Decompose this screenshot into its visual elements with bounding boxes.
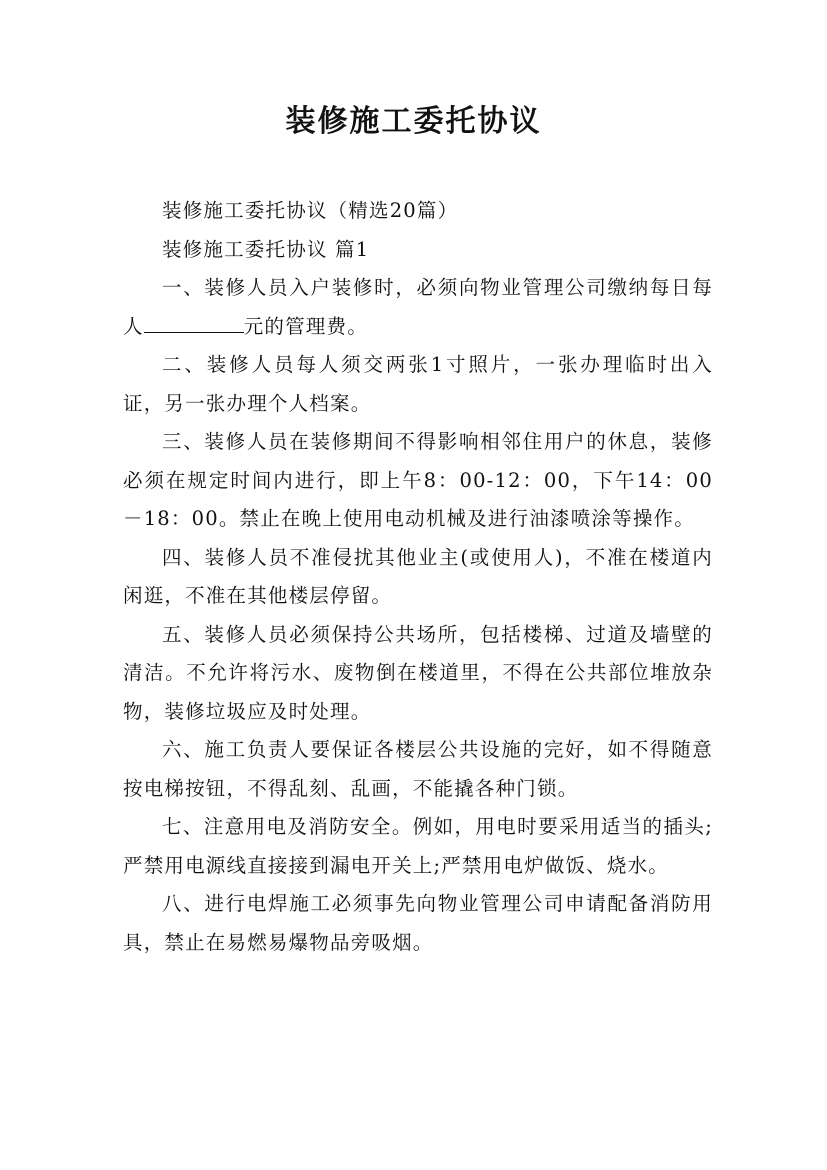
clause-1: [123, 269, 713, 346]
clause-1-text-end: 元的管理费。: [243, 314, 368, 338]
clause-3: 三、装修人员在装修期间不得影响相邻住用户的休息，装修必须在规定时间内进行，即上午8：00-12：00，下午14：00－18：00。禁止在晚上使用电动机械及进行油漆喷涂等操作。: [123, 430, 713, 530]
clause-6: 六、施工负责人要保证各楼层公共设施的完好，如不得随意按电梯按钮，不得乱刻、乱画，不能撬各种门锁。: [123, 738, 713, 800]
clause-7: 七、注意用电及消防安全。例如，用电时要采用适当的插头;严禁用电源线直接接到漏电开关上;严禁用电炉做饭、烧水。: [123, 815, 713, 877]
clause-8: 八、进行电焊施工必须事先向物业管理公司申请配备消防用具，禁止在易燃易爆物品旁吸烟。: [123, 892, 713, 954]
clause-5: 五、装修人员必须保持公共场所，包括楼梯、过道及墙壁的清洁。不允许将污水、废物倒在楼道里，不得在公共部位堆放杂物，装修垃圾应及时处理。: [123, 622, 713, 723]
fee-blank-line: [144, 314, 244, 333]
clause-4: 四、装修人员不准侵扰其他业主(或使用人)，不准在楼道内闲逛，不准在其他楼层停留。: [123, 545, 713, 607]
document-subtitle: 装修施工委托协议（精选20篇）: [162, 199, 459, 222]
document-title: 装修施工委托协议: [285, 104, 542, 139]
section-heading: 装修施工委托协议 篇1: [162, 237, 370, 261]
clause-2: 二、装修人员每人须交两张1寸照片，一张办理临时出入证，另一张办理个人档案。: [123, 353, 713, 415]
document-body: [123, 192, 713, 962]
clause-1-text: 一、装修人员入户装修时，必须向物业管理公司缴纳每日每人: [123, 276, 713, 338]
